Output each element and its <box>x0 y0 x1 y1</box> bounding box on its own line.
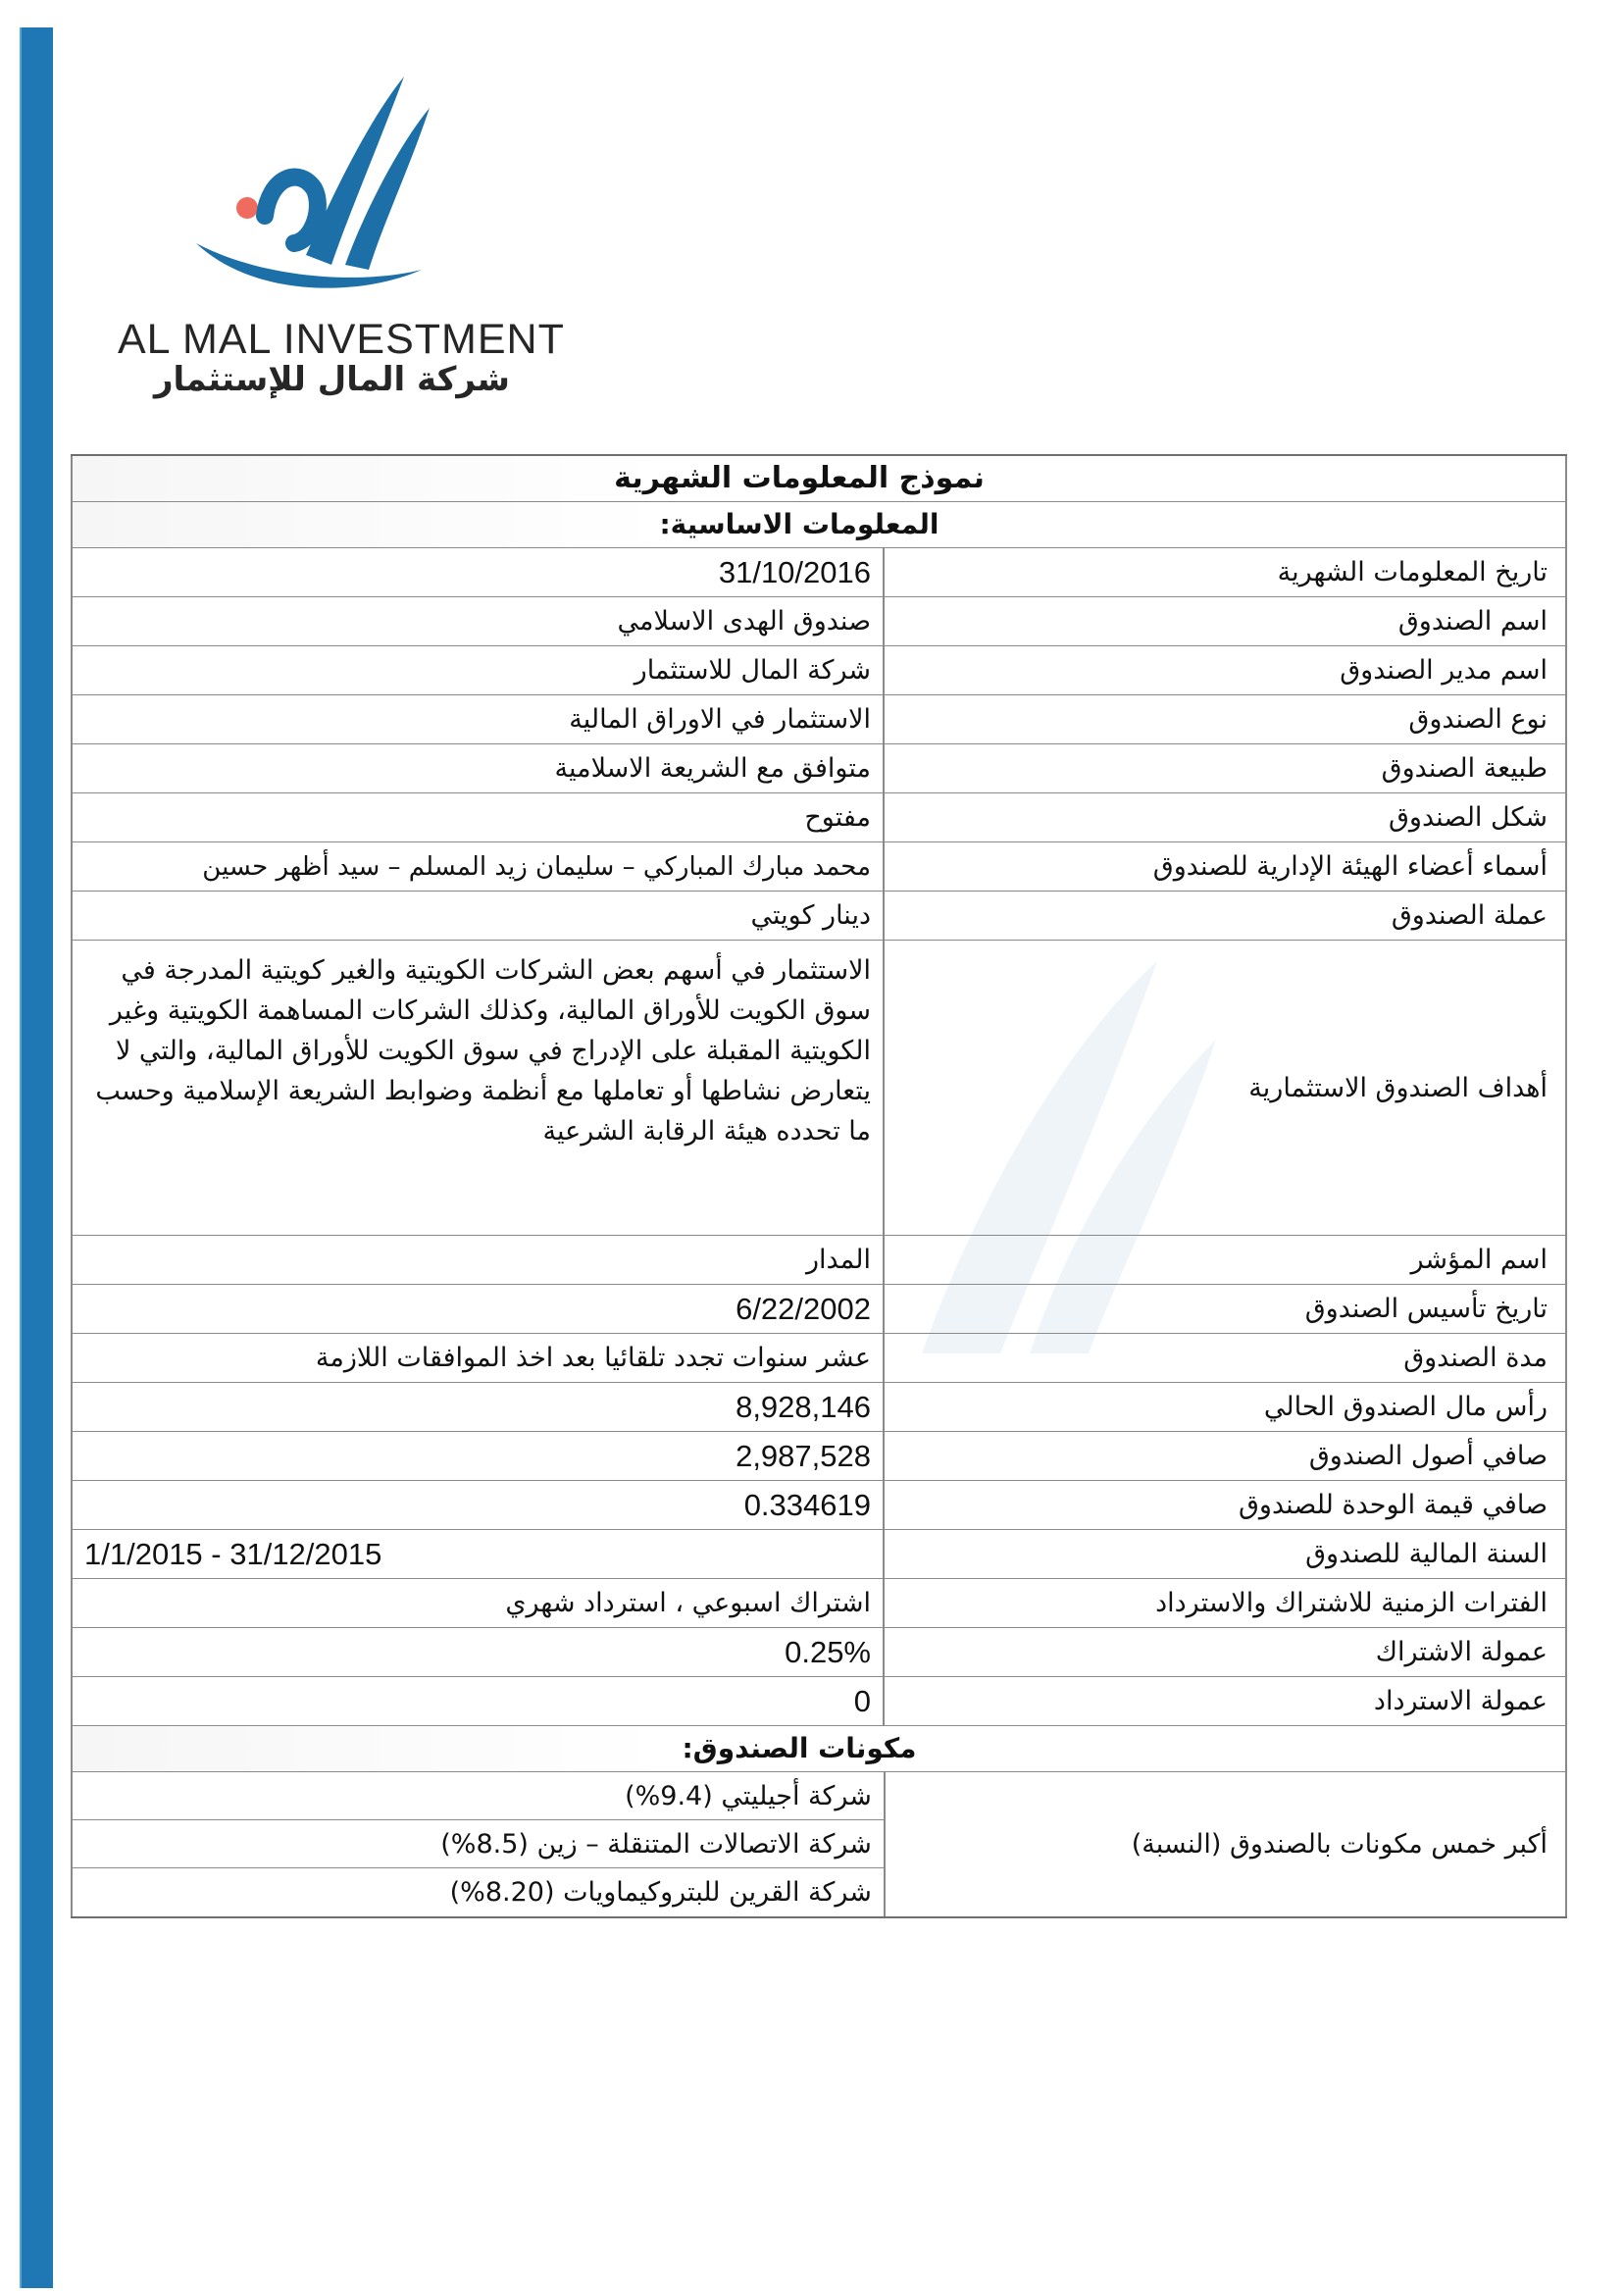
row-label: عمولة الاشتراك <box>883 1628 1567 1676</box>
row-value: اشتراك اسبوعي ، استرداد شهري <box>71 1579 883 1627</box>
row-value: الاستثمار في أسهم بعض الشركات الكويتية والغير كويتية المدرجة في سوق الكويت للأوراق المالية، وكذلك الشركات المساهمة الكويتية وغير الكويتية المقبلة على الإدراج في سوق الكويت للأوراق المالية، والتي لا يتعارض نشاطها أو تعاملها مع أنظمة وضوابط الشريعة الإسلامية وحسب ما تحدده هيئة الرقابة الشرعية <box>71 941 883 1235</box>
top-holdings-group <box>71 1772 1567 1916</box>
row-label: مدة الصندوق <box>883 1334 1567 1382</box>
row-label: نوع الصندوق <box>883 695 1567 743</box>
info-row-net-assets <box>71 1432 1567 1481</box>
row-value: 8,928,146 <box>71 1383 883 1431</box>
row-value: صندوق الهدى الاسلامي <box>71 597 883 645</box>
form-title: نموذج المعلومات الشهرية <box>71 456 1567 501</box>
row-label: السنة المالية للصندوق <box>883 1530 1567 1578</box>
company-name-ar: شركة المال للإستثمار <box>153 360 510 399</box>
row-value: المدار <box>71 1236 883 1284</box>
row-label: رأس مال الصندوق الحالي <box>883 1383 1567 1431</box>
row-label: اسم المؤشر <box>883 1236 1567 1284</box>
info-row-nature <box>71 744 1567 793</box>
row-label: أسماء أعضاء الهيئة الإدارية للصندوق <box>883 842 1567 891</box>
components-heading: مكونات الصندوق: <box>71 1726 1567 1771</box>
row-value: 0.334619 <box>71 1481 883 1529</box>
row-label: اسم مدير الصندوق <box>883 646 1567 694</box>
row-label: تاريخ المعلومات الشهرية <box>883 548 1567 596</box>
info-row-nav <box>71 1481 1567 1530</box>
row-label: الفترات الزمنية للاشتراك والاسترداد <box>883 1579 1567 1627</box>
row-value: 2,987,528 <box>71 1432 883 1480</box>
info-row-type <box>71 695 1567 744</box>
info-row-date <box>71 548 1567 597</box>
row-value: 0.25% <box>71 1628 883 1676</box>
info-row-founded <box>71 1285 1567 1334</box>
row-label: عمولة الاسترداد <box>883 1677 1567 1725</box>
info-row-form <box>71 793 1567 842</box>
holding-item: شركة أجيليتي (9.4%) <box>73 1772 884 1820</box>
row-value: 1/1/2015 - 31/12/2015 <box>71 1530 883 1578</box>
row-label: صافي قيمة الوحدة للصندوق <box>883 1481 1567 1529</box>
holding-item: شركة القرين للبتروكيماويات (8.20%) <box>449 1877 872 1908</box>
row-value: محمد مبارك المباركي – سليمان زيد المسلم – سيد أظهر حسين <box>71 842 883 891</box>
company-logo-icon <box>177 69 451 324</box>
row-label: اسم الصندوق <box>883 597 1567 645</box>
info-row-capital <box>71 1383 1567 1432</box>
row-value: دينار كويتي <box>71 892 883 940</box>
row-label: شكل الصندوق <box>883 793 1567 841</box>
row-label: تاريخ تأسيس الصندوق <box>883 1285 1567 1333</box>
info-row-manager <box>71 646 1567 695</box>
row-label: أهداف الصندوق الاستثمارية <box>883 941 1567 1235</box>
row-value: 6/22/2002 <box>71 1285 883 1333</box>
company-name-en: AL MAL INVESTMENT <box>118 316 565 363</box>
row-value: 0 <box>71 1677 883 1725</box>
row-label: عملة الصندوق <box>883 892 1567 940</box>
info-row-fiscal-year <box>71 1530 1567 1579</box>
row-value: الاستثمار في الاوراق المالية <box>71 695 883 743</box>
info-row-red-fee <box>71 1677 1567 1726</box>
row-label: طبيعة الصندوق <box>883 744 1567 792</box>
row-value: مفتوح <box>71 793 883 841</box>
row-value: شركة المال للاستثمار <box>71 646 883 694</box>
holding-item: شركة الاتصالات المتنقلة – زين (8.5%) <box>73 1820 884 1868</box>
info-row-index <box>71 1236 1567 1285</box>
row-value: متوافق مع الشريعة الاسلامية <box>71 744 883 792</box>
side-color-bar <box>22 27 53 2288</box>
info-row-periods <box>71 1579 1567 1628</box>
row-value: 31/10/2016 <box>71 548 883 596</box>
top-holdings-label: أكبر خمس مكونات بالصندوق (النسبة) <box>884 1772 1567 1916</box>
basic-info-heading: المعلومات الاساسية: <box>71 502 1567 547</box>
info-row-objectives <box>71 941 1567 1236</box>
info-row-fund-name <box>71 597 1567 646</box>
top-holdings-list <box>71 1772 884 1916</box>
row-label: صافي أصول الصندوق <box>883 1432 1567 1480</box>
info-row-sub-fee <box>71 1628 1567 1677</box>
info-row-board <box>71 842 1567 892</box>
monthly-info-form <box>71 454 1567 1918</box>
row-value: عشر سنوات تجدد تلقائيا بعد اخذ الموافقات اللازمة <box>71 1334 883 1382</box>
info-row-duration <box>71 1334 1567 1383</box>
info-row-currency <box>71 892 1567 941</box>
